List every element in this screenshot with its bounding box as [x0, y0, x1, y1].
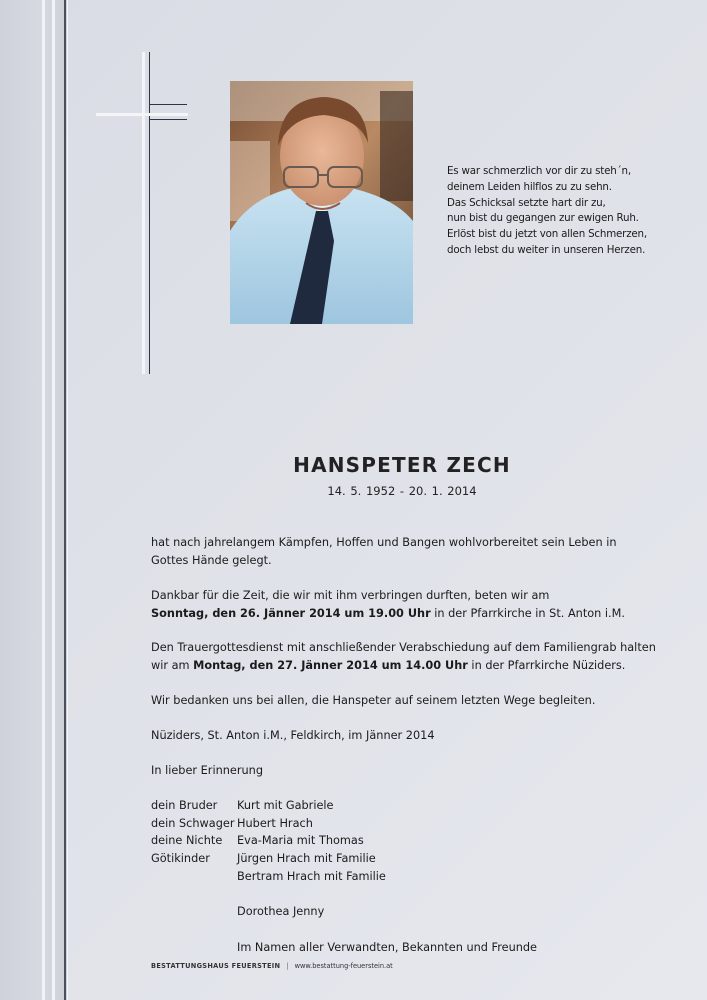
poem-line: Das Schicksal setzte hart dir zu,: [447, 196, 606, 209]
poem-line: nun bist du gegangen zur ewigen Ruh.: [447, 212, 639, 225]
paragraph-prayer: [151, 587, 656, 623]
relative-names: Bertram Hrach mit Familie: [237, 869, 386, 883]
relative-row: [151, 850, 537, 868]
closing-row: [151, 939, 537, 957]
relative-row: [151, 868, 537, 886]
footer: [151, 962, 393, 970]
relative-names: Eva-Maria mit Thomas: [237, 834, 364, 848]
prayer-location: in der Pfarrkirche in St. Anton i.M.: [430, 607, 625, 620]
left-border-strip: [0, 0, 68, 1000]
paragraph-thanks: Wir bedanken uns bei allen, die Hanspeter auf seinem letzten Wege begleiten.: [151, 694, 596, 707]
border-line-highlight: [67, 0, 68, 1000]
relative-role: [151, 868, 237, 886]
relative-role: deine Nichte: [151, 834, 223, 848]
relative-row: [151, 815, 537, 833]
funeral-intro: Den Trauergottesdienst mit anschließender Verabschiedung auf dem Familiengrab halten wir am: [151, 641, 656, 672]
place-date-line: Nüziders, St. Anton i.M., Feldkirch, im Jänner 2014: [151, 729, 435, 742]
relatives-list: [151, 797, 537, 956]
relative-names: Dorothea Jenny: [237, 905, 325, 919]
funeral-home-website: www.bestattung-feuerstein.at: [294, 962, 393, 970]
relative-row: [151, 832, 537, 850]
cross-icon: [96, 52, 188, 376]
poem-line: Erlöst bist du jetzt von allen Schmerzen,: [447, 228, 647, 241]
border-line-light-1: [42, 0, 45, 1000]
relative-role: dein Schwager: [151, 816, 235, 830]
prayer-intro: Dankbar für die Zeit, die wir mit ihm verbringen durften, beten wir am: [151, 589, 550, 602]
border-line-light-2: [52, 0, 55, 1000]
funeral-location: in der Pfarrkirche Nüziders.: [467, 659, 626, 672]
poem-line: Es war schmerzlich vor dir zu steh´n,: [447, 165, 631, 177]
relative-names: Jürgen Hrach mit Familie: [237, 852, 376, 866]
footer-separator: |: [286, 962, 289, 970]
relative-row: [151, 903, 537, 921]
border-line-dark: [64, 0, 66, 1000]
paragraph-funeral: [151, 639, 656, 675]
life-dates: 14. 5. 1952 - 20. 1. 2014: [327, 484, 477, 498]
poem-line: doch lebst du weiter in unseren Herzen.: [447, 243, 646, 256]
poem-line: deinem Leiden hilflos zu zu sehn.: [447, 180, 612, 193]
funeral-date: Montag, den 27. Jänner 2014 um 14.00 Uhr: [193, 659, 468, 672]
funeral-home-name: BESTATTUNGSHAUS FEUERSTEIN: [151, 962, 281, 970]
memorial-poem: [447, 164, 687, 259]
relative-role: dein Bruder: [151, 799, 218, 812]
paragraph-passing: hat nach jahrelangem Kämpfen, Hoffen und Bangen wohlvorbereitet sein Leben in Gottes Hände gelegt.: [151, 536, 617, 567]
closing-line: Im Namen aller Verwandten, Bekannten und Freunde: [237, 940, 538, 954]
portrait-photo: [230, 81, 413, 324]
relative-names: Hubert Hrach: [237, 816, 313, 830]
relative-names: Kurt mit Gabriele: [237, 799, 334, 812]
relative-row: [151, 797, 537, 815]
deceased-name: HANSPETER ZECH: [293, 453, 511, 477]
prayer-date: Sonntag, den 26. Jänner 2014 um 19.00 Uhr: [151, 607, 431, 620]
in-memory-line: In lieber Erinnerung: [151, 764, 263, 777]
relative-role: Götikinder: [151, 852, 210, 866]
